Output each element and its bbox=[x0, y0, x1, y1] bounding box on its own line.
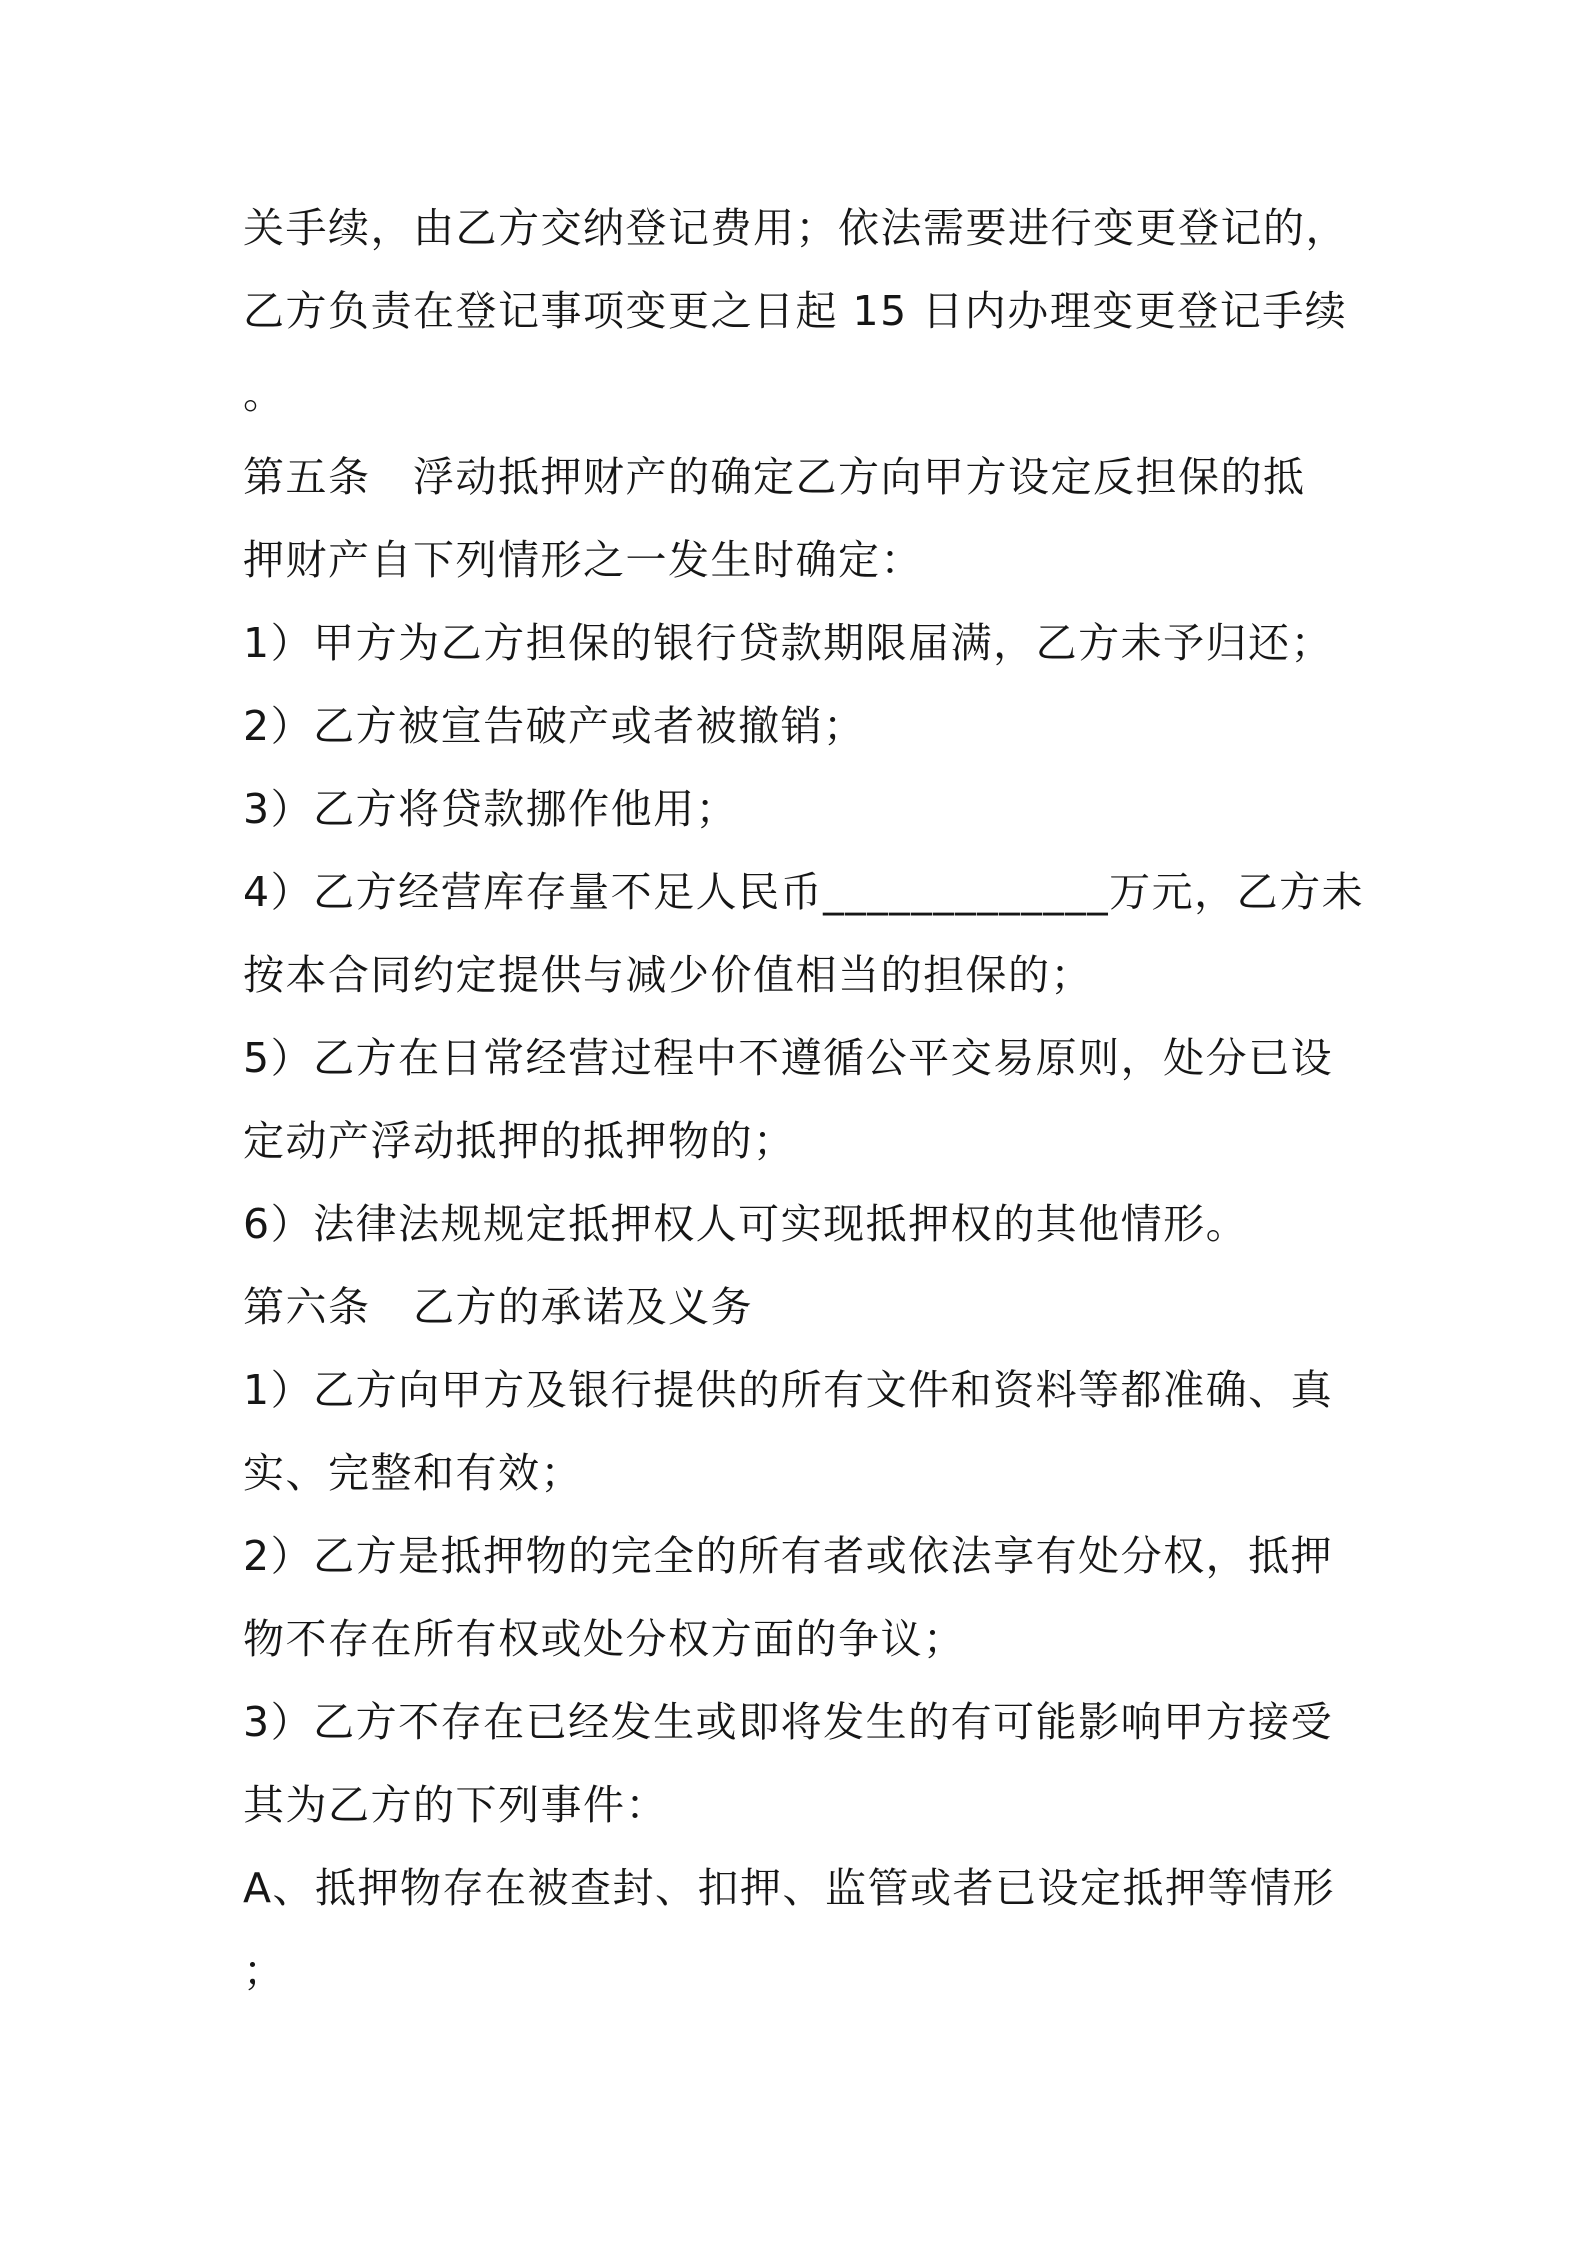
list-item: 5）乙方在日常经营过程中不遵循公平交易原则，处分已设 bbox=[243, 1034, 1334, 1082]
list-item: A、抵押物存在被查封、扣押、监管或者已设定抵押等情形 bbox=[243, 1864, 1336, 1912]
text-line: 其为乙方的下列事件： bbox=[243, 1781, 668, 1829]
list-item: 1）乙方向甲方及银行提供的所有文件和资料等都准确、真 bbox=[243, 1366, 1334, 1414]
text-line: ； bbox=[243, 1947, 286, 1995]
list-item: 4）乙方经营库存量不足人民币_____________万元，乙方未 bbox=[243, 868, 1365, 916]
text-line: 按本合同约定提供与减少价值相当的担保的； bbox=[243, 951, 1093, 999]
list-item: 2）乙方被宣告破产或者被撤销； bbox=[243, 702, 866, 750]
text-line: 实、完整和有效； bbox=[243, 1449, 583, 1497]
text-line: 。 bbox=[243, 370, 286, 418]
article-heading-6: 第六条 乙方的承诺及义务 bbox=[243, 1283, 753, 1331]
text-line: 物不存在所有权或处分权方面的争议； bbox=[243, 1615, 966, 1663]
list-item: 1）甲方为乙方担保的银行贷款期限届满，乙方未予归还； bbox=[243, 619, 1334, 667]
article-heading-5: 第五条 浮动抵押财产的确定乙方向甲方设定反担保的抵 bbox=[243, 453, 1306, 501]
list-item: 2）乙方是抵押物的完全的所有者或依法享有处分权，抵押 bbox=[243, 1532, 1334, 1580]
text-line: 押财产自下列情形之一发生时确定： bbox=[243, 536, 923, 584]
text-line: 关手续，由乙方交纳登记费用；依法需要进行变更登记的， bbox=[243, 204, 1348, 252]
list-item: 3）乙方将贷款挪作他用； bbox=[243, 785, 739, 833]
text-line: 定动产浮动抵押的抵押物的； bbox=[243, 1117, 796, 1165]
list-item: 6）法律法规规定抵押权人可实现抵押权的其他情形。 bbox=[243, 1200, 1249, 1248]
text-line: 乙方负责在登记事项变更之日起 15 日内办理变更登记手续 bbox=[243, 287, 1348, 335]
list-item: 3）乙方不存在已经发生或即将发生的有可能影响甲方接受 bbox=[243, 1698, 1334, 1746]
